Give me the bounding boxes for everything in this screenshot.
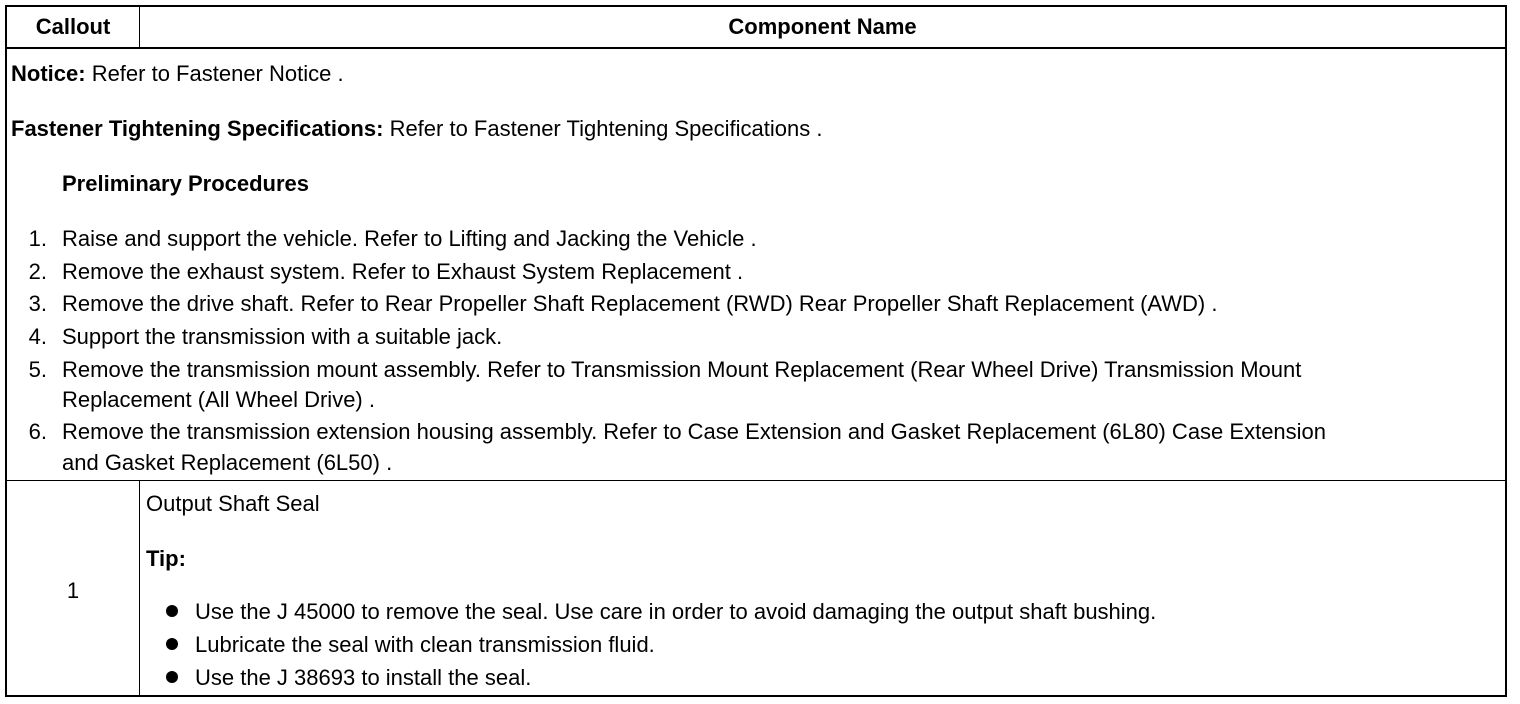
step-number: 1. — [28, 226, 47, 251]
step-text: Remove the transmission extension housing assembly. Refer to Case Extension and Gasket Replacement (6L80) Case Extension — [62, 419, 1327, 444]
step-text: Remove the exhaust system. Refer to Exhaust System Replacement . — [62, 259, 744, 284]
step-number: 5. — [28, 357, 47, 382]
row-callout-cell — [7, 481, 140, 695]
table-row — [7, 481, 1505, 695]
component-table — [5, 5, 1507, 697]
step-text: Raise and support the vehicle. Refer to Lifting and Jacking the Vehicle . — [62, 226, 757, 251]
fastener-specs-label: Fastener Tightening Specifications: — [11, 116, 384, 141]
component-name: Output Shaft Seal — [146, 491, 320, 516]
tip-item: Use the J 38693 to install the seal. — [195, 665, 532, 690]
tip-label: Tip: — [146, 546, 186, 571]
step-text: Remove the drive shaft. Refer to Rear Propeller Shaft Replacement (RWD) Rear Propeller Shaft Replacement (AWD) . — [62, 291, 1218, 316]
header-callout: Callout — [7, 7, 140, 47]
step-text: Remove the transmission mount assembly. Refer to Transmission Mount Replacement (Rear Wheel Drive) Transmission Mount — [62, 357, 1302, 382]
row-callout-number: 1 — [66, 578, 80, 603]
table-header-row — [7, 7, 1505, 49]
header-component-name: Component Name — [728, 14, 917, 39]
notice-label: Notice: — [11, 61, 86, 86]
step-text-continued: and Gasket Replacement (6L50) . — [62, 450, 393, 475]
bullet-icon — [166, 605, 178, 617]
step-number: 6. — [28, 419, 47, 444]
step-number: 4. — [28, 324, 47, 349]
tip-item: Lubricate the seal with clean transmission fluid. — [195, 632, 655, 657]
step-number: 3. — [28, 291, 47, 316]
step-text-continued: Replacement (All Wheel Drive) . — [62, 387, 375, 412]
fastener-specs-text: Refer to Fastener Tightening Specifications . — [389, 116, 823, 141]
bullet-icon — [166, 638, 178, 650]
notice-line — [11, 61, 344, 87]
step-number: 2. — [28, 259, 47, 284]
fastener-specs-line — [11, 116, 822, 142]
notice-text: Refer to Fastener Notice . — [91, 61, 344, 86]
bullet-icon — [166, 671, 178, 683]
preliminary-title: Preliminary Procedures — [62, 171, 310, 196]
intro-section — [7, 49, 1505, 481]
step-text: Support the transmission with a suitable jack. — [62, 324, 503, 349]
tip-item: Use the J 45000 to remove the seal. Use care in order to avoid damaging the output shaft bushing. — [195, 599, 1157, 624]
